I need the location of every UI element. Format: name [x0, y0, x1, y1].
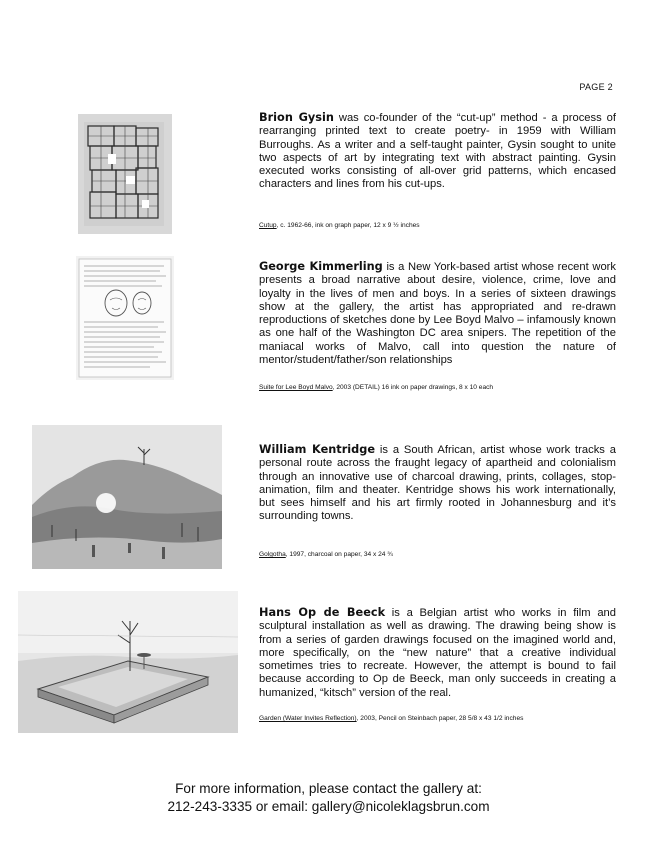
artist-bio	[259, 443, 616, 524]
artwork-caption	[259, 551, 393, 558]
artwork-image-garden	[18, 591, 238, 733]
page-number: PAGE 2	[579, 82, 613, 92]
bio-text: is a South African, artist whose work tracks a personal route across the fraught legacy of apartheid and colonialism through an innovative use of charcoal drawing, prints, collages, stop-animation, film and theater. Kentridge shows his work internationally, but sees himself and his art firmly rooted in Johannesburg and it’s surrounding towns.	[259, 444, 616, 523]
artwork-title: Golgotha	[259, 551, 286, 558]
artwork-details: , 2003, Pencil on Steinbach paper, 28 5/8 x 43 1/2 inches	[356, 715, 524, 722]
artwork-details: , 2003 (DETAIL) 16 ink on paper drawings, 8 x 10 each	[332, 384, 494, 391]
bio-text: is a Belgian artist who works in film and sculptural installation as well as drawing. The drawing being show is from a series of garden drawings focused on the imagined world and, more specifically, on the “new nature” that a creative individual sometimes tries to recreate. However, the attempt is bound to fail because according to Op de Beeck, man only succeeds in creating a humanized, “kitsch” version of the real.	[259, 607, 616, 699]
artwork-caption	[259, 384, 493, 391]
contact-line: For more information, please contact the gallery at:	[175, 781, 482, 796]
artwork-image-cutup	[78, 114, 172, 234]
gallery-contact	[0, 780, 657, 815]
artist-bio	[259, 260, 616, 367]
artwork-caption	[259, 715, 523, 722]
artist-name: Brion Gysin	[259, 111, 334, 124]
artwork-details: , 1997, charcoal on paper, 34 x 24 ¾	[285, 551, 393, 558]
artwork-caption	[259, 222, 420, 229]
artist-name: Hans Op de Beeck	[259, 606, 386, 619]
bio-text: is a New York-based artist whose recent work presents a broad narrative about desire, violence, crime, love and loyalty in the lives of men and boys. In a series of sixteen drawings show at the gallery, the artist has appropriated and re-drawn reproductions of sketches done by Lee Boyd Malvo – infamously known as one half of the Washington DC area snipers. The repetition of the maniacal works of Malvo, call into question the nature of mentor/student/father/son relationships	[259, 261, 616, 367]
artist-name: George Kimmerling	[259, 260, 383, 273]
artwork-image-malvo-suite	[76, 256, 174, 380]
artwork-image-golgotha	[32, 425, 222, 569]
contact-details: 212-243-3335 or email: gallery@nicoleklagsbrun.com	[167, 798, 490, 814]
artist-bio	[259, 111, 616, 192]
artist-name: William Kentridge	[259, 443, 375, 456]
bio-text: was co-founder of the “cut-up” method - a process of rearranging printed text to create poetry- in 1959 with William Burroughs. As a writer and a self-taught painter, Gysin sought to unite two aspects of art by integrating text with abstract painting. Gysin executed works consisting of all-over grid patterns, which encased characters and lines from his cut-ups.	[259, 112, 616, 191]
artwork-title: Garden (Water Invites Reflection)	[259, 715, 357, 722]
artist-bio	[259, 606, 616, 700]
artwork-title: Cutup	[259, 222, 277, 229]
artwork-title: Suite for Lee Boyd Malvo	[259, 384, 333, 391]
artwork-details: , c. 1962-66, ink on graph paper, 12 x 9 ½ inches	[276, 222, 420, 229]
